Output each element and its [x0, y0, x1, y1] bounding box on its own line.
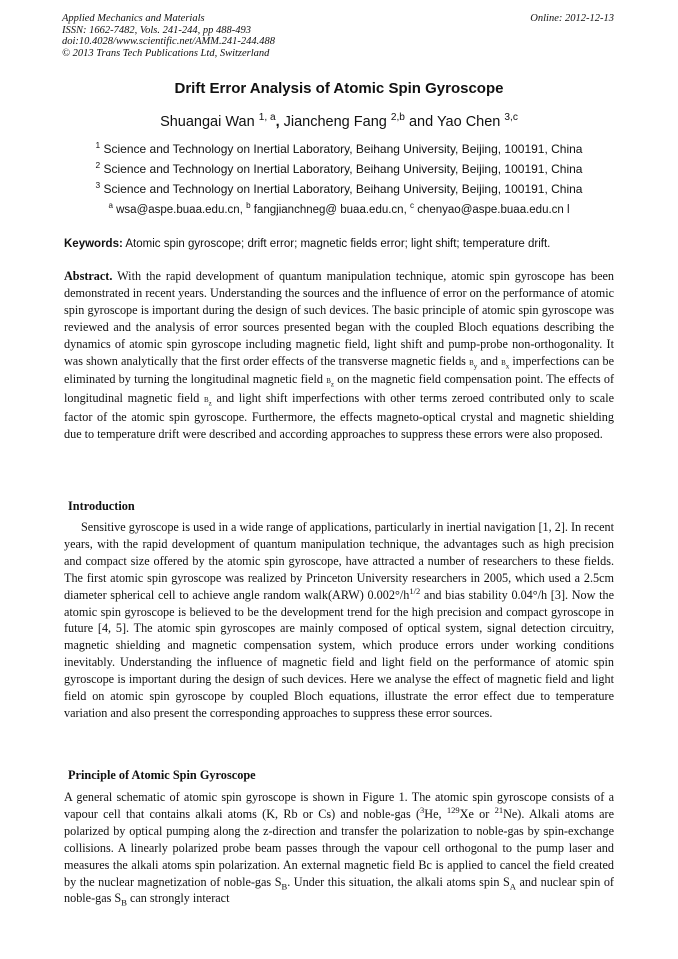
paper-title: Drift Error Analysis of Atomic Spin Gyroscope	[174, 80, 504, 97]
email-line	[0, 201, 678, 216]
affiliation	[0, 162, 678, 176]
keywords	[64, 238, 616, 250]
paragraph-text: Ne). Alkali atoms are polarized by optical pumping along the z-direction and transfer the polarization to noble-gas by spin-exchange collisions. A linearly polarized probe beam passes through the vapour cell orthogonal to the pump laser and measures the alkali atoms spin polarization. An external magnetic field Bc is applied to cancel the field created by the nuclear magnetization of noble-gas S	[64, 806, 615, 889]
symbol: B	[204, 396, 209, 405]
abstract-label: Abstract.	[64, 269, 113, 283]
keywords-text: Atomic spin gyroscope; drift error; magnetic fields error; light shift; temperature drift.	[125, 238, 551, 250]
author-superscript: 1, a	[258, 112, 276, 124]
subscript: A	[509, 880, 516, 891]
affiliation	[0, 142, 678, 156]
subscript: B	[281, 880, 288, 891]
abstract	[64, 268, 614, 443]
issn: ISSN: 1662-7482, Vols. 241-244, pp 488-493	[62, 24, 251, 36]
paragraph-text: Sensitive gyroscope is used in a wide range of applications, particularly in inertial navigation [1, 2]. In recent years, with the rapid development of quantum manipulation technique, the advantages such as high precision and compact size offered by the atomic spin gyroscope, have attracted a number of researchers to these fields. The first atomic spin gyroscope was realized by Princeton University researchers in 2005, which used a 2.5cm diameter spherical cell to achieve angle random walk(ARW) 0.002°/h	[64, 520, 614, 602]
paragraph-text: and nuclear spin of noble-gas S	[64, 874, 614, 906]
symbol-subscript: x	[505, 361, 510, 370]
symbol: B	[501, 358, 506, 367]
author-name: Jiancheng Fang	[283, 114, 387, 130]
paragraph-text: He,	[424, 806, 442, 821]
superscript: 3	[420, 804, 425, 815]
paragraph-text: and bias stability 0.04°/h [3]. Now the atomic spin gyroscope is believed to be the development trend for the high precision and compact gyroscope in future [4, 5]. The atomic spin gyroscopes are mainly composed of optical system, signal detection circuitry, magnetic shielding and magnetic compensation system, which produce errors under working conditions inevitably. Understanding the influence of magnetic field and light field on the performance of atomic spin gyroscope is important during the design of such devices. Here we analyse the effect of magnetic field and light field on atomic spin gyroscope by coupled Bloch equations, illustrate the error effect due to temperature variation and also present the corresponding approaches to suppress these error sources.	[64, 587, 615, 720]
journal-name: Applied Mechanics and Materials	[62, 13, 205, 24]
paragraph-text: Xe or	[459, 806, 490, 821]
symbol: B	[326, 377, 331, 386]
email-marker: a	[108, 201, 113, 211]
abstract-text: and light shift imperfections with other terms zeroed contributed only to scale factor of the atomic spin gyroscope. Furthermore, the effects magneto-optical crystal and magnetic shielding due to temperature drift were described and according approaches to suppress these errors were also proposed.	[64, 391, 615, 442]
affiliation-text: Science and Technology on Inertial Laboratory, Beihang University, Beijing, 100191, China	[103, 182, 583, 196]
email-address[interactable]: wsa@aspe.buaa.edu.cn,	[116, 204, 243, 216]
superscript: 21	[494, 804, 504, 815]
author-name: Shuangai Wan	[160, 114, 255, 130]
section-heading: Introduction	[68, 499, 135, 513]
abstract-text: and	[480, 353, 498, 368]
email-marker: c	[409, 201, 415, 211]
author-separator: and	[408, 114, 434, 130]
author-name: Yao Chen	[436, 114, 501, 130]
section-heading: Principle of Atomic Spin Gyroscope	[68, 768, 256, 782]
email-address[interactable]: fangjianchneg@ buaa.edu.cn,	[253, 204, 407, 216]
copyright: © 2013 Trans Tech Publications Ltd, Switzerland	[62, 47, 270, 59]
affiliation	[0, 182, 678, 196]
abstract-text: imperfections can be eliminated by turning the longitudinal magnetic field	[64, 353, 615, 387]
keywords-label: Keywords:	[64, 238, 123, 250]
affiliation-number: 3	[95, 180, 101, 190]
paragraph-text: can strongly interact	[129, 891, 230, 906]
symbol-subscript: y	[473, 361, 478, 370]
introduction-paragraph	[64, 519, 614, 722]
affiliation-number: 1	[95, 140, 101, 150]
symbol: B	[469, 358, 474, 367]
author-list	[0, 114, 678, 130]
symbol-subscript: z	[330, 380, 334, 389]
symbol-subscript: z	[208, 399, 212, 408]
author-separator: ,	[275, 114, 280, 130]
email-address[interactable]: chenyao@aspe.buaa.edu.cn l	[417, 204, 570, 216]
author-superscript: 2,b	[390, 112, 405, 124]
author-superscript: 3,c	[504, 112, 518, 124]
principle-paragraph	[64, 789, 614, 907]
superscript: 1/2	[409, 585, 421, 596]
online-date: Online: 2012-12-13	[530, 13, 614, 24]
abstract-text: on the magnetic field compensation point. The effects of longitudinal magnetic field	[64, 372, 615, 406]
abstract-text: With the rapid development of quantum manipulation technique, atomic spin gyroscope has been demonstrated in recent years. Understanding the sources and the influence of error on the performance of atomic spin gyroscope is important during the design of such devices. The basic principle of atomic spin gyroscope was reviewed and the analysis of error sources presented began with the coupled Bloch equations describing the dynamics of atomic spin gyroscope including magnetic field, light shift and pump-probe non-orthogonality. It was shown analytically that the first order effects of the transverse magnetic fields	[64, 269, 615, 368]
paragraph-text: A general schematic of atomic spin gyroscope is shown in Figure 1. The atomic spin gyroscope consists of a vapour cell that contains alkali atoms (K, Rb or Cs) and noble-gas (	[64, 790, 614, 821]
email-marker: b	[246, 201, 251, 211]
affiliation-text: Science and Technology on Inertial Laboratory, Beihang University, Beijing, 100191, China	[103, 142, 583, 156]
journal-header	[62, 13, 614, 59]
subscript: B	[121, 897, 127, 908]
doi: doi:10.4028/www.scientific.net/AMM.241-244.488	[62, 36, 275, 47]
paragraph-text: . Under this situation, the alkali atoms spin S	[287, 874, 510, 889]
affiliation-text: Science and Technology on Inertial Laboratory, Beihang University, Beijing, 100191, China	[103, 162, 583, 176]
affiliation-number: 2	[95, 160, 101, 170]
superscript: 129	[446, 804, 460, 815]
